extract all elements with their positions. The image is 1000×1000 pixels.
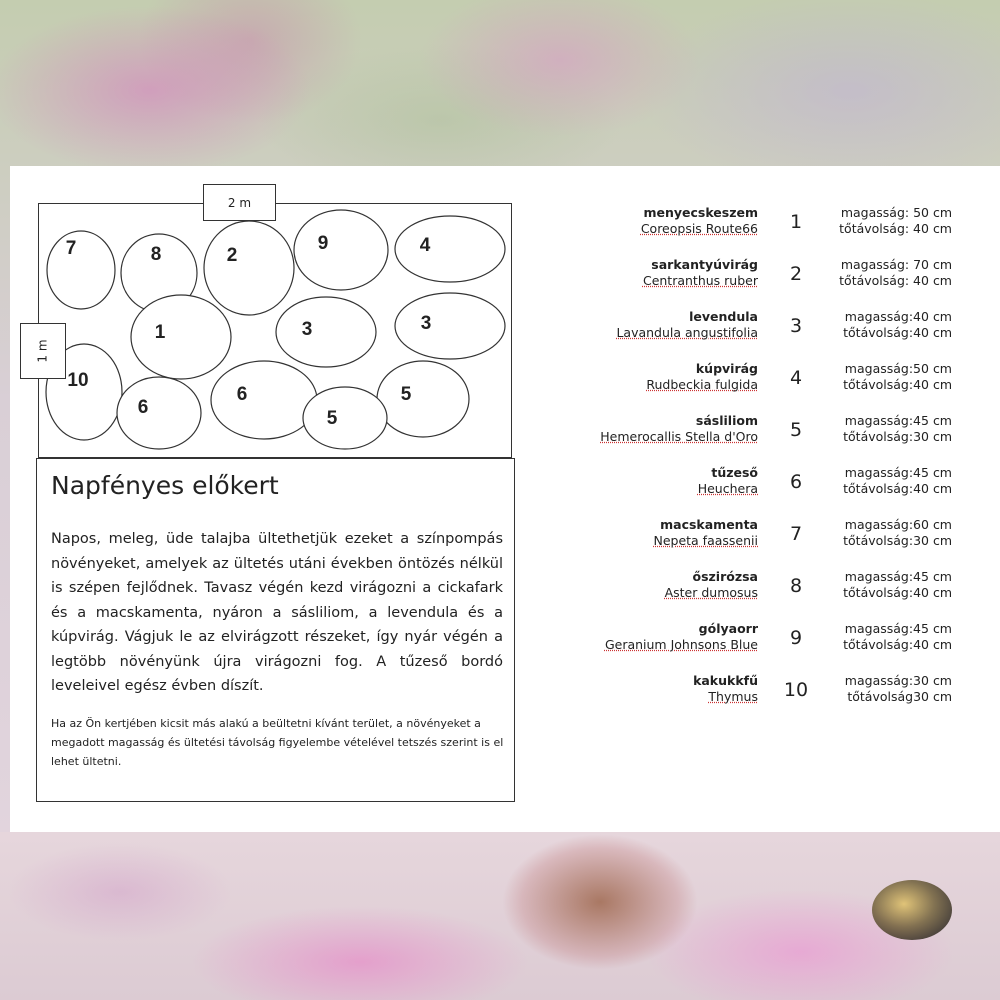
plant-bed-3a bbox=[276, 297, 376, 367]
legend-spacing: tőtávolság30 cm bbox=[847, 689, 952, 704]
legend-height: magasság:45 cm bbox=[844, 621, 952, 636]
legend-height: magasság: 70 cm bbox=[840, 257, 952, 272]
description-panel bbox=[36, 458, 515, 802]
plant-label-3b: 3 bbox=[420, 313, 432, 334]
legend-number: 5 bbox=[789, 419, 803, 441]
plant-bed-3b bbox=[395, 293, 505, 359]
plant-bed-9 bbox=[294, 210, 388, 290]
legend-number: 4 bbox=[789, 367, 803, 389]
legend-height: magasság:30 cm bbox=[844, 673, 952, 688]
legend-spacing: tőtávolság:30 cm bbox=[843, 533, 952, 548]
legend-spacing: tőtávolság:40 cm bbox=[843, 481, 952, 496]
legend-hungarian-name: gólyaorr bbox=[698, 621, 758, 636]
plant-label-9: 9 bbox=[317, 233, 329, 254]
legend-spacing: tőtávolság:40 cm bbox=[843, 585, 952, 600]
legend-hungarian-name: kúpvirág bbox=[695, 361, 758, 376]
legend-latin-name: Centranthus ruber bbox=[642, 273, 758, 288]
legend-row bbox=[580, 361, 980, 409]
plant-bed-6b bbox=[211, 361, 317, 439]
plant-label-3a: 3 bbox=[301, 319, 313, 340]
plant-label-10: 10 bbox=[67, 370, 89, 391]
legend-latin-name: Rudbeckia fulgida bbox=[646, 377, 758, 392]
legend-number: 1 bbox=[789, 211, 803, 233]
legend-number: 9 bbox=[789, 627, 803, 649]
legend-number: 3 bbox=[789, 315, 803, 337]
legend-number: 10 bbox=[783, 679, 809, 701]
legend-row bbox=[580, 257, 980, 305]
legend-row bbox=[580, 517, 980, 565]
legend-spacing: tőtávolság:40 cm bbox=[843, 377, 952, 392]
legend-latin-name: Aster dumosus bbox=[664, 585, 758, 600]
legend-latin-name: Heuchera bbox=[697, 481, 758, 496]
planting-plan-drawing bbox=[38, 203, 512, 458]
legend-height: magasság:45 cm bbox=[844, 465, 952, 480]
legend-height: magasság:45 cm bbox=[844, 569, 952, 584]
height-dimension-label: 1 m bbox=[20, 323, 66, 379]
plant-label-6b: 6 bbox=[236, 384, 248, 405]
background-flower-photo bbox=[0, 832, 1000, 1000]
legend-row bbox=[580, 309, 980, 357]
legend-hungarian-name: sarkantyúvirág bbox=[651, 257, 758, 272]
plant-bed-5b bbox=[303, 387, 387, 449]
legend-latin-name: Geranium Johnsons Blue bbox=[604, 637, 758, 652]
plant-bed-5a bbox=[377, 361, 469, 437]
plant-bed-1 bbox=[131, 295, 231, 379]
legend-number: 8 bbox=[789, 575, 803, 597]
legend-hungarian-name: tűzeső bbox=[711, 465, 758, 480]
plant-label-5b: 5 bbox=[326, 408, 338, 429]
legend-latin-name: Nepeta faassenii bbox=[653, 533, 758, 548]
legend-hungarian-name: menyecskeszem bbox=[643, 205, 758, 220]
plant-label-2: 2 bbox=[226, 245, 238, 266]
plant-bed-4 bbox=[395, 216, 505, 282]
legend-latin-name: Thymus bbox=[708, 689, 758, 704]
plant-bed-6a bbox=[117, 377, 201, 449]
legend-hungarian-name: sásliliom bbox=[695, 413, 758, 428]
panel-title: Napfényes előkert bbox=[51, 471, 279, 500]
legend-height: magasság:60 cm bbox=[844, 517, 952, 532]
plant-label-8: 8 bbox=[150, 244, 162, 265]
legend-height: magasság: 50 cm bbox=[840, 205, 952, 220]
legend-spacing: tőtávolság: 40 cm bbox=[839, 221, 952, 236]
plant-label-4: 4 bbox=[419, 235, 431, 256]
legend-height: magasság:40 cm bbox=[844, 309, 952, 324]
legend-row bbox=[580, 621, 980, 669]
width-dimension-label: 2 m bbox=[203, 184, 276, 221]
legend-number: 6 bbox=[789, 471, 803, 493]
legend-hungarian-name: kakukkfű bbox=[693, 673, 758, 688]
legend-spacing: tőtávolság:30 cm bbox=[843, 429, 952, 444]
plant-label-1: 1 bbox=[154, 322, 166, 343]
legend-row bbox=[580, 413, 980, 461]
legend-hungarian-name: macskamenta bbox=[660, 517, 758, 532]
bee-image bbox=[872, 880, 952, 940]
legend-row bbox=[580, 673, 980, 721]
legend-row bbox=[580, 465, 980, 513]
legend-spacing: tőtávolság:40 cm bbox=[843, 637, 952, 652]
legend-height: magasság:50 cm bbox=[844, 361, 952, 376]
legend-latin-name: Hemerocallis Stella d'Oro bbox=[600, 429, 758, 444]
panel-body-text: Napos, meleg, üde talajba ültethetjük ezeket a színpompás növényeket, amelyek az ültetés utáni években öntözés nélkül is szépen fejlődnek. Tavasz végén kezd virágozni a cickafark és a macskamenta, nyáron a sásliliom, a levendula és a kúpvirág. Vágjuk le az elvirágzott részeket, így nyár végén a legtöbb növényünk újra virágozni fog. A tűzeső bordó leveleivel egész évben díszít. bbox=[51, 531, 503, 694]
plant-bed-2 bbox=[204, 221, 294, 315]
legend-height: magasság:45 cm bbox=[844, 413, 952, 428]
legend-number: 7 bbox=[789, 523, 803, 545]
panel-note-text: Ha az Ön kertjében kicsit más alakú a beültetni kívánt terület, a növényeket a megadott magasság és ültetési távolság figyelembe vételével tetszés szerint is el lehet ültetni. bbox=[51, 717, 504, 768]
legend-spacing: tőtávolság:40 cm bbox=[843, 325, 952, 340]
legend-spacing: tőtávolság: 40 cm bbox=[839, 273, 952, 288]
plant-bed-7 bbox=[47, 231, 115, 309]
legend-number: 2 bbox=[789, 263, 803, 285]
legend-hungarian-name: levendula bbox=[689, 309, 758, 324]
plant-label-6a: 6 bbox=[137, 397, 149, 418]
plant-label-7: 7 bbox=[65, 238, 77, 259]
legend-hungarian-name: őszirózsa bbox=[692, 569, 758, 584]
legend-latin-name: Coreopsis Route66 bbox=[640, 221, 758, 236]
legend-latin-name: Lavandula angustifolia bbox=[616, 325, 758, 340]
legend-row bbox=[580, 205, 980, 253]
plant-label-5a: 5 bbox=[400, 384, 412, 405]
legend-row bbox=[580, 569, 980, 617]
